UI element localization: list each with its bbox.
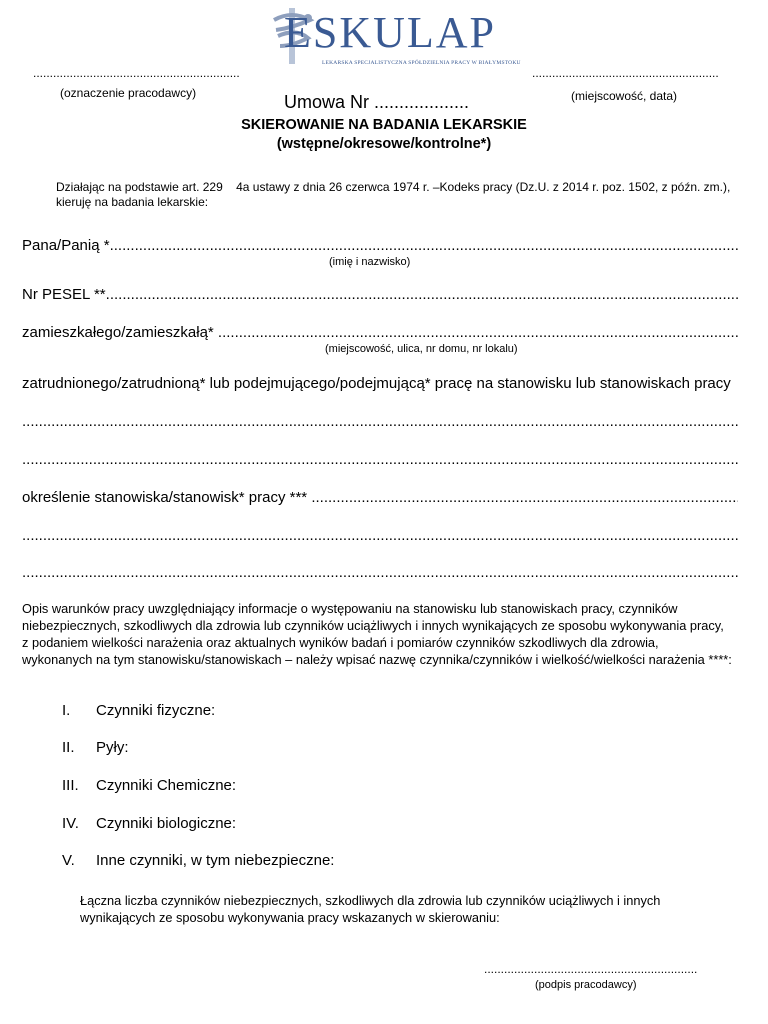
address-dots [218, 323, 738, 343]
position-line-2[interactable] [22, 564, 738, 581]
factor-number: I. [62, 702, 71, 719]
factor-number: V. [62, 852, 75, 869]
factor-number: IV. [62, 815, 79, 832]
name-caption: (imię i nazwisko) [329, 256, 411, 268]
logo-word: ESKULAP [284, 8, 497, 57]
factor-label: Czynniki Chemiczne: [96, 777, 237, 794]
pesel-dots [106, 285, 738, 305]
total-line-1: Łączna liczba czynników niebezpiecznych, szkodliwych dla zdrowia lub czynników uciążliwych i innych [80, 893, 661, 908]
factor-number: III. [62, 777, 79, 794]
position-dots [311, 488, 738, 508]
position-label: określenie stanowiska/stanowisk* pracy *** [22, 489, 312, 506]
factor-number: II. [62, 739, 75, 756]
place-date-dots [532, 66, 718, 80]
address-label: zamieszkałego/zamieszkałą* [22, 324, 218, 341]
name-dots [110, 236, 738, 256]
factors-list [62, 702, 462, 872]
factor-item[interactable] [62, 815, 462, 835]
total-line-2: wynikających ze sposobu wykonywania pracy wskazanych w skierowaniu: [80, 910, 500, 925]
employer-dots [33, 66, 239, 80]
signature-caption: (podpis pracodawcy) [535, 979, 637, 991]
conditions-line-2: niebezpiecznych, szkodliwych dla zdrowia lub czynników uciążliwych i innych wynikających ze sposobu wykonywania pracy, [22, 618, 724, 633]
factor-item[interactable] [62, 739, 462, 759]
factor-label: Czynniki biologiczne: [96, 815, 237, 832]
logo [262, 4, 521, 72]
contract-number: Umowa Nr ................... [284, 92, 470, 112]
factor-item[interactable] [62, 777, 462, 797]
conditions-description [22, 600, 732, 668]
name-label: Pana/Panią * [22, 237, 110, 254]
factor-label: Czynniki fizyczne: [96, 702, 216, 719]
employer-caption: (oznaczenie pracodawcy) [60, 86, 197, 100]
position-line-1[interactable] [22, 527, 738, 544]
document-title: SKIEROWANIE NA BADANIA LEKARSKIE [241, 117, 527, 133]
legal-basis-line-1: Działając na podstawie art. 229 4a ustawy z dnia 26 czerwca 1974 r. –Kodeks pracy (Dz.U. z 2014 r. poz. 1502, z późn. zm.), [56, 180, 731, 194]
factor-label: Inne czynniki, w tym niebezpieczne: [96, 852, 335, 869]
pesel-label: Nr PESEL ** [22, 286, 106, 303]
factor-item[interactable] [62, 702, 462, 722]
signature-dots[interactable] [484, 962, 698, 976]
conditions-line-3: z podaniem wielkości narażenia oraz aktualnych wyników badań i pomiarów czynników szkodliwych dla zdrowia, [22, 635, 659, 650]
address-field[interactable] [22, 323, 738, 343]
factor-label: Pyły: [96, 739, 129, 756]
document-subtitle: (wstępne/okresowe/kontrolne*) [276, 136, 492, 152]
factor-item[interactable] [62, 852, 462, 872]
logo-tagline: LEKARSKA SPECJALISTYCZNA SPÓŁDZIELNIA PRACY W BIAŁYMSTOKU [322, 60, 521, 66]
address-caption: (miejscowość, ulica, nr domu, nr lokalu) [325, 343, 518, 355]
employment-text: zatrudnionego/zatrudnioną* lub podejmującego/podejmującą* pracę na stanowisku lub stanowiskach pracy [22, 375, 731, 392]
employment-line-2[interactable] [22, 451, 738, 468]
position-field[interactable] [22, 488, 738, 508]
name-field[interactable] [22, 236, 738, 256]
conditions-line-1: Opis warunków pracy uwzględniający informacje o występowaniu na stanowisku lub stanowiskach pracy, czynników [22, 601, 678, 616]
place-date-caption: (miejscowość, data) [571, 89, 678, 103]
conditions-line-4: wykonanych na tym stanowisku/stanowiskach – należy wpisać nazwę czynnika/czynników i wielkość/wielkości narażenia ****: [22, 652, 732, 667]
pesel-field[interactable] [22, 285, 738, 305]
employment-line-1[interactable] [22, 413, 738, 430]
legal-basis-line-2: kieruję na badania lekarskie: [56, 195, 209, 209]
total-factors-text [80, 892, 660, 926]
